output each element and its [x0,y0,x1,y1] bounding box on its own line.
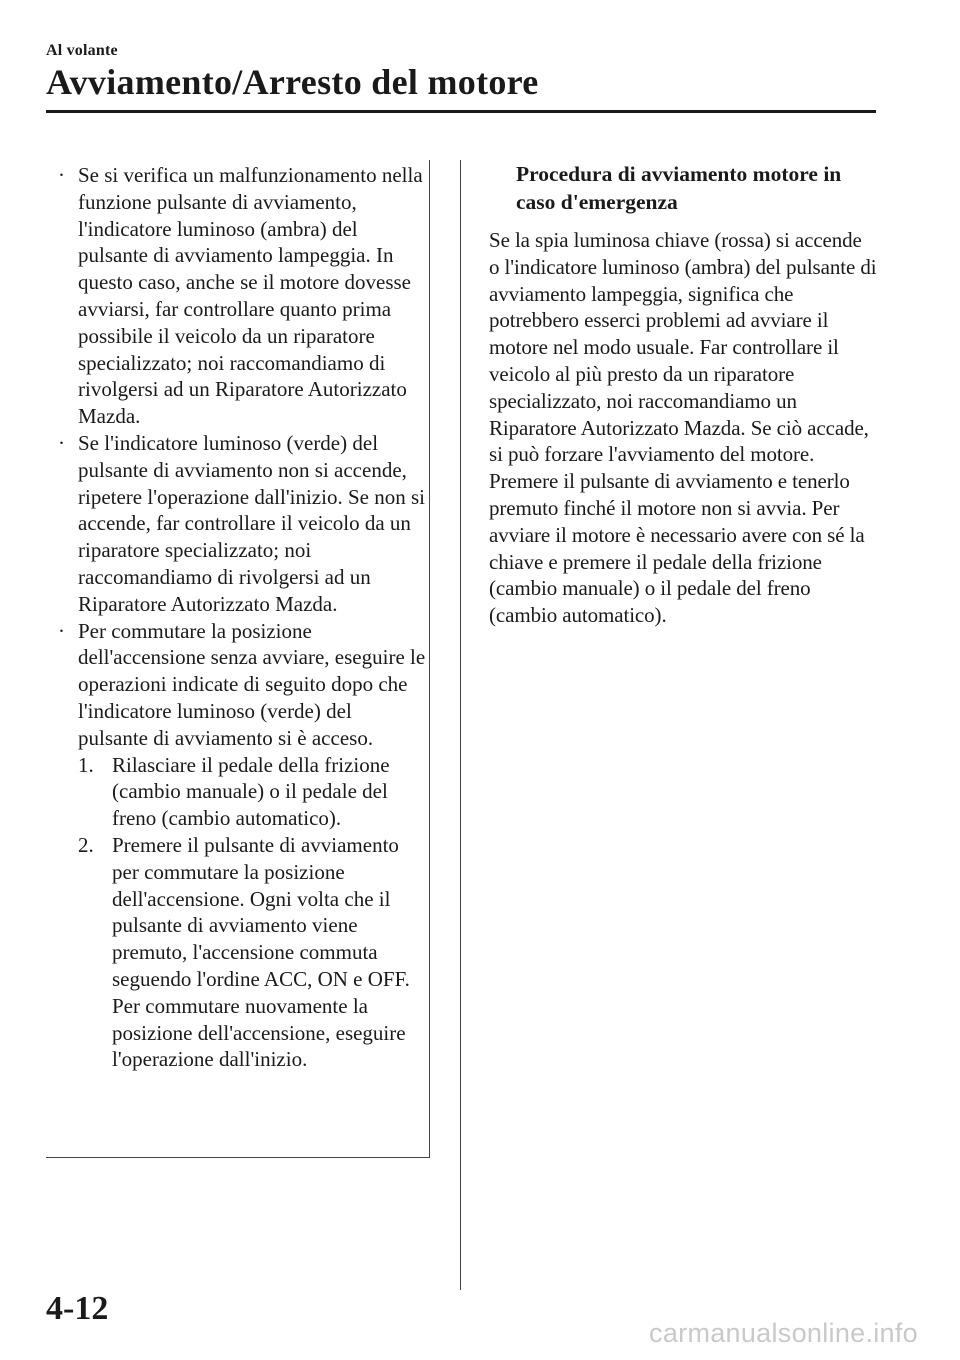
column-divider [460,160,461,1290]
step-number: 1. [78,752,94,777]
procedure-heading: Procedura di avviamento motore in caso d'emergenza [516,162,842,214]
steps-list [78,752,426,1074]
watermark: carmanualsonline.info [649,1318,918,1348]
procedure-section [489,160,877,629]
bullet-dot: · [58,163,65,187]
section-label: Al volante [46,42,118,59]
bullet-dot: · [58,430,65,455]
page-number: 4-12 [46,1290,109,1327]
note-bullet-text: Se l'indicatore luminoso (verde) del pulsante di avviamento non si accende, ripetere l'operazione dall'inizio. Se non si accende, far controllare il veicolo da un riparatore specializzato; noi raccomandiamo di rivolgersi ad un Riparatore Autorizzato Mazda. [78,430,425,616]
step-item [78,752,426,832]
note-bullet-text: Per commutare la posizione dell'accensione senza avviare, eseguire le operazioni indicate di seguito dopo che l'indicatore luminoso (verde) del pulsante di avviamento si è acceso. [78,618,426,750]
page-title: Avviamento/Arresto del motore [46,62,539,102]
note-bullet-3 [54,618,426,1074]
note-bullet-1 [54,162,426,430]
note-list [54,162,426,1073]
note-bullet-2 [54,430,426,618]
bullet-dot: · [58,618,65,643]
procedure-body: Se la spia luminosa chiave (rossa) si accende o l'indicatore luminoso (ambra) del pulsante di avviamento lampeggia, significa che potrebbero esserci problemi ad avviare il motore nel modo usuale. Far controllare il veicolo al più presto da un riparatore specializzato, noi raccomandiamo un Riparatore Autorizzato Mazda. Se ciò accade, si può forzare l'avviamento del motore. Premere il pulsante di avviamento e tenerlo premuto finché il motore non si avvia. Per avviare il motore è necessario avere con sé la chiave e premere il pedale della frizione (cambio manuale) o il pedale del freno (cambio automatico). [489,228,877,628]
note-bullet-text: Se si verifica un malfunzionamento nella funzione pulsante di avviamento, l'indicatore luminoso (ambra) del pulsante di avviamento lampeggia. In questo caso, anche se il motore dovesse avviarsi, far controllare quanto prima possibile il veicolo da un riparatore specializzato; noi raccomandiamo di rivolgersi ad un Riparatore Autorizzato Mazda. [78,163,423,429]
step-number: 2. [78,832,94,857]
step-item [78,832,426,1073]
step-text: Rilasciare il pedale della frizione (cambio manuale) o il pedale del freno (cambio automatico). [112,752,390,831]
step-text: Premere il pulsante di avviamento per commutare la posizione dell'accensione. Ogni volta che il pulsante di avviamento viene premuto, l'accensione commuta seguendo l'ordine ACC, ON e OFF. Per commutare nuovamente la posizione dell'accensione, eseguire l'operazione dall'inizio. [112,832,410,1072]
title-rule [46,110,876,113]
